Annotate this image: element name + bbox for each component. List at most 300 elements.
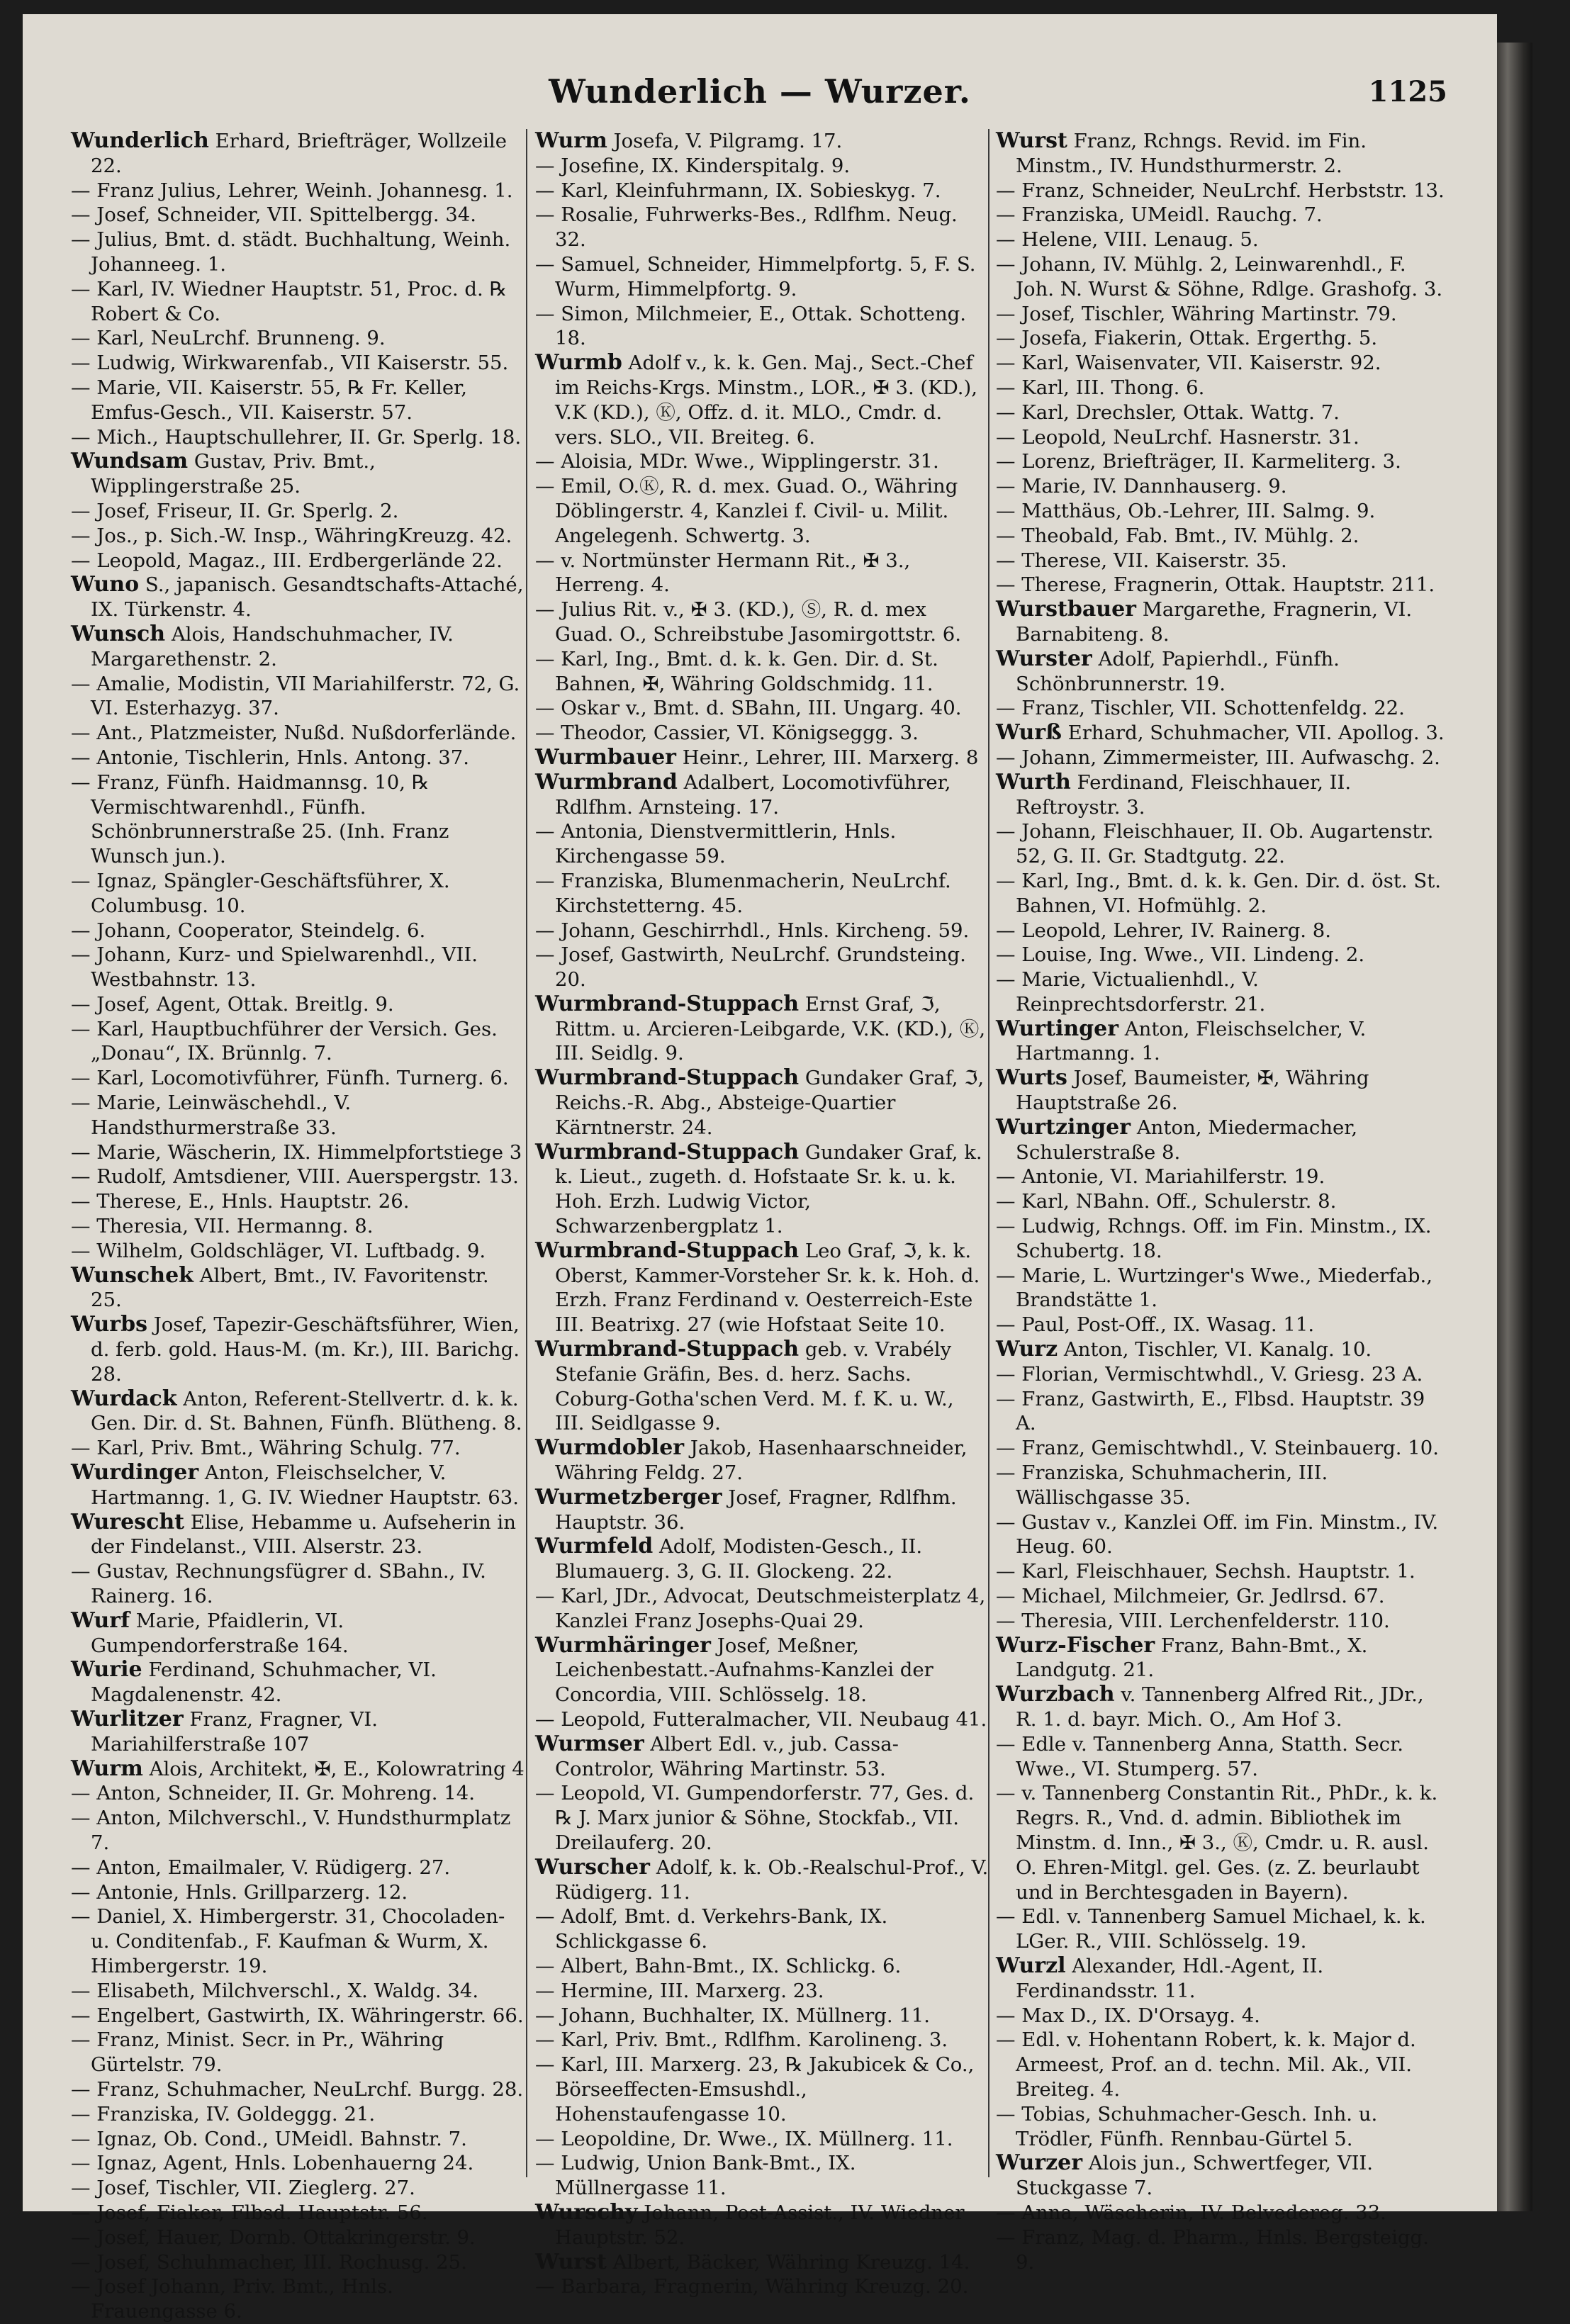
entry-text: — Karl, Hauptbuchführer der Versich. Ges. „Donau“, IX. Brünnlg. 7. [71,1017,498,1065]
entry-text: — Karl, III. Thong. 6. [996,376,1205,399]
entry-text: Anton, Miedermacher, Schulerstraße 8. [1016,1116,1358,1164]
entry-surname: Wurmbauer [535,744,676,770]
directory-entry [535,1436,989,1486]
directory-entry [71,1017,525,1067]
entry-text: — Ludwig, Wirkwarenfab., VII Kaiserstr. 55. [71,352,509,375]
entry-surname: Wurmbrand-Stuppach [535,991,800,1016]
entry-text: Ferdinand, Schuhmacher, VI. Magdalenenstr. 42. [91,1658,437,1707]
directory-entry [71,1806,525,1856]
entry-text: — Ant., Platzmeister, Nußd. Nußdorferlände. [71,722,517,745]
entry-text: — Daniel, X. Himbergerstr. 31, Chocoladen- u. Conditenfab., F. Kaufman & Wurm, X. Himbergerstr. 19. [71,1905,505,1977]
entry-text: — Karl, NBahn. Off., Schulerstr. 8. [996,1190,1337,1213]
directory-entry [996,819,1450,869]
directory-entry [996,919,1450,943]
entry-text: — Mich., Hauptschullehrer, II. Gr. Sperlg. 18. [71,425,522,449]
directory-entry [996,1387,1450,1437]
directory-entry [996,2102,1450,2152]
directory-entry [71,228,525,277]
directory-entry [71,549,525,573]
directory-entry [71,1239,525,1264]
entry-text: — Ignaz, Spängler-Geschäftsführer, X. Columbusg. 10. [71,869,450,917]
entry-text: — Rudolf, Amtsdiener, VIII. Auerspergstr. 13. [71,1165,519,1189]
entry-text: — Antonie, Hnls. Grillparzerg. 12. [71,1880,408,1904]
entry-text: — Ludwig, Rchngs. Off. im Fin. Minstm., IX. Schubertg. 18. [996,1215,1432,1262]
entry-text: Ferdinand, Fleischhauer, II. Reftroystr. 3. [1016,770,1352,819]
entry-text: S., japanisch. Gesandtschafts-Attaché, IX. Türkenstr. 4. [91,573,524,622]
entry-text: — Leopold, Magaz., III. Erdbergerlände 22. [71,549,503,572]
directory-entry [996,400,1450,425]
directory-entry [71,499,525,524]
entry-surname: Wurm [535,128,607,153]
directory-entry [535,1707,989,1732]
directory-entry [535,746,989,770]
entry-text: Anton, Tischler, VI. Kanalg. 10. [1058,1338,1372,1362]
directory-entry [535,869,989,919]
directory-entry [71,1214,525,1239]
column-divider [988,129,989,2177]
directory-entry [996,573,1450,597]
entry-text: Franz, Bahn-Bmt., X. Landgutg. 21. [1016,1634,1368,1682]
directory-entry [996,1017,1450,1067]
entry-text: — Oskar v., Bmt. d. SBahn, III. Ungarg. 40. [535,697,962,720]
directory-entry [71,2127,525,2152]
directory-entry [71,2028,525,2077]
entry-text: — Josef, Tischler, VII. Zieglerg. 27. [71,2177,415,2200]
entry-text: — Josef Johann, Priv. Bmt., Hnls. Frauengasse 6. [71,2275,393,2323]
directory-entry [535,2201,989,2250]
entry-text: — Florian, Vermischtwhdl., V. Griesg. 23 A. [996,1362,1423,1386]
entry-text: — v. Nortmünster Hermann Rit., ✠ 3., Herreng. 4. [535,549,911,597]
entry-text: — Rosalie, Fuhrwerks-Bes., Rdlfhm. Neug. 32. [535,203,958,252]
entry-text: — Aloisia, MDr. Wwe., Wipplingerstr. 31. [535,450,939,473]
directory-entry [71,1313,525,1386]
entry-text: — Leopold, Futteralmacher, VII. Neubaug 41. [535,1708,987,1731]
directory-entry [996,524,1450,549]
directory-entry [996,1609,1450,1634]
directory-entry [996,770,1450,820]
directory-entry [996,499,1450,524]
directory-entry [71,1880,525,1905]
entry-text: — Leopoldine, Dr. Wwe., IX. Müllnerg. 11. [535,2127,953,2150]
directory-entry [996,203,1450,228]
entry-text: — Therese, VII. Kaiserstr. 35. [996,549,1287,572]
directory-entry [535,1856,989,1905]
entry-text: — Josef, Fiaker, Flbsd. Hauptstr. 56. [71,2201,428,2224]
page-number: 1125 [1368,75,1447,108]
directory-entry [535,992,989,1066]
entry-text: — Ludwig, Union Bank-Bmt., IX. Müllnergasse 11. [535,2152,856,2200]
entry-text: — Franziska, Blumenmacherin, NeuLrchf. Kirchstetterng. 45. [535,869,951,917]
directory-entry [535,1732,989,1782]
directory-entry [71,1609,525,1658]
directory-entry [535,154,989,179]
directory-entry [71,524,525,549]
directory-entry [71,1264,525,1313]
directory-entry [71,1091,525,1140]
directory-entry [996,129,1450,179]
entry-text: Erhard, Schuhmacher, VII. Apollog. 3. [1061,722,1445,745]
entry-surname: Wurie [71,1657,142,1683]
entry-text: — Edle v. Tannenberg Anna, Statth. Secr. Wwe., VI. Stumperg. 57. [996,1732,1403,1780]
directory-entry [996,597,1450,647]
directory-entry [71,2176,525,2201]
directory-entry [535,1337,989,1436]
entry-text: — Franz Julius, Lehrer, Weinh. Johannesg. 1. [71,179,513,202]
directory-entry [996,1510,1450,1560]
directory-entry [71,1658,525,1707]
entry-text: Albert, Bäcker, Währing Kreuzg. 14. [606,2250,970,2274]
entry-text: — Edl. v. Hohentann Robert, k. k. Major d. Armeest, Prof. an d. techn. Mil. Ak., VII. Breiteg. 4. [996,2028,1416,2101]
directory-entry [996,1337,1450,1362]
entry-text: Anton, Fleischselcher, V. Hartmanng. 1, G. IV. Wiedner Hauptstr. 63. [91,1461,519,1509]
entry-text: — Karl, Kleinfuhrmann, IX. Sobieskyg. 7. [535,179,941,202]
directory-column-1 [71,128,525,2323]
directory-entry [71,1140,525,1165]
directory-entry [996,1954,1450,2004]
entry-text: — Helene, VIII. Lenaug. 5. [996,228,1259,252]
directory-entry [996,1559,1450,1584]
entry-text: Anton, Referent-Stellvertr. d. k. k. Gen. Dir. d. St. Bahnen, Fünfh. Blütheng. 8. [91,1387,522,1435]
directory-entry [535,1534,989,1584]
entry-text: — Emil, O.Ⓚ, R. d. mex. Guad. O., Währing Döblingerstr. 4, Kanzlei f. Civil- u. Milit. Angelegenh. Schwertg. 3. [535,475,958,547]
entry-surname: Wurlitzer [71,1707,184,1731]
directory-entry [71,2102,525,2127]
entry-surname: Wurzer [996,2150,1083,2176]
entry-text: — Franz, Schuhmacher, NeuLrchf. Burgg. 28. [71,2077,524,2101]
entry-text: — Karl, III. Marxerg. 23, ℞ Jakubicek & Co., Börseeffecten-Emsushdl., Hohenstaufengasse 10. [535,2053,975,2126]
entry-text: — Simon, Milchmeier, E., Ottak. Schotteng. 18. [535,302,967,350]
entry-text: — Johann, Kurz- und Spielwarenhdl., VII. Westbahnstr. 13. [71,943,478,992]
entry-text: — Franz, Fünfh. Haidmannsg. 10, ℞ Vermischtwarenhdl., Fünfh. Schönbrunnerstraße 25. (Inh. Franz Wunsch jun.). [71,770,449,868]
entry-text: — Leopold, NeuLrchf. Hasnerstr. 31. [996,425,1359,449]
entry-text: — Marie, IV. Dannhauserg. 9. [996,475,1287,498]
entry-text: — Karl, JDr., Advocat, Deutschmeisterplatz 4, Kanzlei Franz Josephs-Quai 29. [535,1585,986,1632]
directory-entry [996,1781,1450,1904]
entry-text: — Karl, Drechsler, Ottak. Wattg. 7. [996,400,1340,424]
directory-entry [71,1066,525,1091]
entry-text: — Anna, Wäscherin, IV. Belvedereg. 33. [996,2201,1386,2224]
entry-text: — Anton, Schneider, II. Gr. Mohreng. 14. [71,1782,475,1805]
entry-text: — Engelbert, Gastwirth, IX. Währingerstr. 66. [71,2004,524,2027]
entry-surname: Wuno [71,572,140,597]
directory-entry [535,474,989,548]
entry-surname: Wunderlich [71,128,209,153]
entry-text: — Leopold, VI. Gumpendorferstr. 77, Ges. d. ℞ J. Marx junior & Söhne, Stockfab., VII. Dreilauferg. 20. [535,1782,975,1854]
entry-text: — Hermine, III. Marxerg. 23. [535,1979,824,2002]
entry-surname: Wurbs [71,1312,147,1337]
entry-text: Johann, Post-Assist., IV. Wiedner Hauptstr. 52. [555,2201,965,2249]
directory-entry [996,351,1450,376]
directory-entry [71,2250,525,2275]
directory-entry [996,549,1450,573]
directory-entry [996,1732,1450,1782]
entry-text: — Karl, Fleischhauer, Sechsh. Hauptstr. 1. [996,1560,1415,1583]
entry-text: Alois, Architekt, ✠, E., Kolowratring 4 [142,1757,525,1780]
entry-text: Alois, Handschuhmacher, IV. Margarethenstr. 2. [91,622,454,670]
entry-text: — Marie, Wäscherin, IX. Himmelpfortstiege 3 [71,1140,522,1164]
directory-entry [71,919,525,943]
directory-entry [535,1634,989,1707]
entry-text: — Franziska, IV. Goldeggg. 21. [71,2102,376,2126]
directory-entry [71,1904,525,1978]
entry-text: — Josef, Friseur, II. Gr. Sperlg. 2. [71,499,399,522]
directory-entry [996,1683,1450,1732]
entry-text: — Johann, Zimmermeister, III. Aufwaschg. 2. [996,746,1440,769]
directory-entry [535,1781,989,1855]
directory-entry [996,746,1450,770]
entry-text: Anton, Fleischselcher, V. Hartmanng. 1. [1016,1017,1367,1065]
entry-text: Albert, Bmt., IV. Favoritenstr. 25. [91,1264,489,1312]
directory-entry [535,549,989,598]
entry-text: — Therese, E., Hnls. Hauptstr. 26. [71,1190,410,1213]
directory-entry [996,425,1450,450]
directory-entry [71,573,525,622]
directory-entry [535,770,989,820]
entry-text: Adalbert, Locomotivführer, Rdlfhm. Arnsteing. 17. [555,770,951,819]
directory-entry [535,2127,989,2152]
entry-text: — Ignaz, Agent, Hnls. Lobenhauerng 24. [71,2152,474,2175]
directory-entry [996,449,1450,474]
directory-entry [71,1164,525,1189]
entry-text: Leo Graf, ℑ, k. k. Oberst, Kammer-Vorsteher Sr. k. k. Hoh. d. Erzh. Franz Ferdinand v. Oesterreich-Este III. Beatrixg. 27 (wie Hofstaat Seite 10. [555,1239,980,1337]
entry-text: — Franz, Schneider, NeuLrchf. Herbststr. 13. [996,179,1445,202]
entry-text: — Karl, Waisenvater, VII. Kaiserstr. 92. [996,352,1381,375]
entry-surname: Wurmb [535,350,622,376]
entry-text: — Karl, Priv. Bmt., Rdlfhm. Karolineng. 3. [535,2028,948,2052]
entry-text: Alois jun., Schwertfeger, VII. Stuckgasse 7. [1016,2152,1374,2200]
directory-entry [535,696,989,721]
directory-entry [71,622,525,672]
entry-text: — Paul, Post-Off., IX. Wasag. 11. [996,1313,1315,1337]
entry-surname: Wurf [71,1607,130,1633]
entry-text: — Karl, Priv. Bmt., Währing Schulg. 77. [71,1437,461,1460]
entry-text: — Josef, Tischler, Währing Martinstr. 79. [996,302,1397,325]
directory-entry [996,2004,1450,2028]
directory-entry [996,474,1450,499]
directory-entry [71,1387,525,1437]
directory-entry [71,746,525,770]
directory-entry [996,1904,1450,1954]
directory-entry [71,1510,525,1560]
entry-surname: Wurstbauer [996,597,1136,622]
entry-surname: Wurmbrand [535,769,678,795]
directory-entry [996,721,1450,746]
directory-entry [535,2151,989,2201]
directory-entry [996,179,1450,203]
entry-surname: Wundsam [71,449,189,474]
entry-surname: Wurtinger [996,1016,1119,1041]
entry-text: Erhard, Briefträger, Wollzeile 22. [91,130,507,177]
entry-text: — Franziska, Schuhmacherin, III. Wällischgasse 35. [996,1461,1328,1509]
entry-surname: Wurmbrand-Stuppach [535,1237,800,1263]
directory-entry [71,449,525,499]
directory-entry [996,1116,1450,1165]
page-edge-shadow [1497,43,1532,2211]
entry-text: — Amalie, Modistin, VII Mariahilferstr. 72, G. VI. Esterhazyg. 37. [71,672,520,720]
entry-text: Josef, Meßner, Leichenbestatt.-Aufnahms-Kanzlei der Concordia, VIII. Schlösselg. 18. [555,1634,933,1707]
directory-entry [71,2201,525,2225]
directory-entry [535,2250,989,2275]
entry-surname: Wurzl [996,1953,1066,1978]
entry-text: Josef, Baumeister, ✠, Währing Hauptstraße 26. [1016,1067,1369,1115]
directory-columns [71,128,1460,2323]
directory-entry [535,1239,989,1337]
entry-surname: Wurz [996,1337,1058,1362]
directory-entry [996,2201,1450,2225]
entry-text: — Johann, Fleischhauer, II. Ob. Augartenstr. 52, G. II. Gr. Stadtgutg. 22. [996,820,1434,868]
directory-entry [71,2004,525,2028]
directory-entry [996,228,1450,252]
entry-text: Josef, Tapezir-Geschäftsführer, Wien, d. ferb. gold. Haus-M. (m. Kr.), III. Barichg. 28. [91,1313,520,1386]
entry-surname: Wurmbrand-Stuppach [535,1337,800,1362]
directory-entry [996,2225,1450,2275]
entry-text: Marie, Pfaidlerin, VI. Gumpendorferstraße 164. [91,1609,349,1657]
directory-entry [535,351,989,449]
entry-text: — Lorenz, Briefträger, II. Karmeliterg. 3. [996,450,1401,473]
directory-entry [996,326,1450,351]
entry-text: Heinr., Lehrer, III. Marxerg. 8 [675,746,979,769]
entry-text: Gustav, Priv. Bmt., Wipplingerstraße 25. [91,450,376,498]
directory-entry [996,647,1450,697]
directory-entry [71,1707,525,1757]
directory-entry [996,1214,1450,1264]
entry-text: — Franz, Gemischtwhdl., V. Steinbauerg. 10. [996,1437,1439,1460]
entry-text: — Theodor, Cassier, VI. Königseggg. 3. [535,722,919,745]
entry-text: — Karl, Ing., Bmt. d. k. k. Gen. Dir. d. St. Bahnen, ✠, Währing Goldschmidg. 11. [535,647,938,695]
entry-text: — Max D., IX. D'Orsayg. 4. [996,2004,1260,2027]
entry-surname: Wurmfeld [535,1534,654,1559]
entry-text: Josefa, V. Pilgramg. 17. [607,130,843,152]
directory-entry [71,943,525,992]
entry-text: Alexander, Hdl.-Agent, II. Ferdinandsstr. 11. [1016,1954,1324,2002]
entry-surname: Wurschy [535,2199,638,2225]
entry-text: — Tobias, Schuhmacher-Gesch. Inh. u. Trödler, Fünfh. Rennbau-Gürtel 5. [996,2102,1378,2150]
directory-entry [535,302,989,352]
directory-entry [71,376,525,425]
directory-entry [71,1436,525,1461]
entry-text: — Matthäus, Ob.-Lehrer, III. Salmg. 9. [996,499,1376,522]
entry-text: — Josef, Gastwirth, NeuLrchf. Grundsteing. 20. [535,943,966,992]
directory-entry [71,277,525,327]
entry-text: — Edl. v. Tannenberg Samuel Michael, k. k. LGer. R., VIII. Schlösselg. 19. [996,1905,1426,1953]
entry-text: Adolf v., k. k. Gen. Maj., Sect.-Chef im Reichs-Krgs. Minstm., LOR., ✠ 3. (KD.), V.K (KD.), Ⓚ, Offz. d. it. MLO., Cmdr. d. vers. SLO., VII. Breiteg. 6. [555,352,977,449]
entry-surname: Wurmhäringer [535,1632,711,1658]
directory-entry [71,1559,525,1609]
directory-entry [71,721,525,746]
directory-entry [535,647,989,697]
entry-text: — Johann, Geschirrhdl., Hnls. Kircheng. 59. [535,919,970,942]
entry-surname: Wunschek [71,1262,194,1288]
directory-entry [996,252,1450,302]
directory-entry [535,1584,989,1634]
directory-entry [71,2077,525,2102]
directory-entry [71,425,525,450]
directory-entry [71,1781,525,1806]
entry-surname: Wurmetzberger [535,1484,722,1510]
entry-text: — Antonie, VI. Mariahilferstr. 19. [996,1165,1325,1189]
directory-entry [535,2274,989,2299]
directory-entry [535,597,989,647]
directory-entry [996,302,1450,327]
entry-text: — Michael, Milchmeier, Gr. Jedlrsd. 67. [996,1585,1385,1608]
entry-text: — Samuel, Schneider, Himmelpfortg. 5, F. S. Wurm, Himmelpfortg. 9. [535,252,976,301]
entry-text: — Gustav, Rechnungsfügrer d. SBahn., IV. Rainerg. 16. [71,1560,486,1608]
entry-text: Adolf, Modisten-Gesch., II. Blumauerg. 3, G. II. Glockeng. 22. [555,1535,923,1583]
entry-text: — v. Tannenberg Constantin Rit., PhDr., k. k. Regrs. R., Vnd. d. admin. Bibliothek im Minstm. d. Inn., ✠ 3., Ⓚ, Cmdr. u. R. ausl. O. Ehren-Mitgl. gel. Ges. (z. Z. beurlaubt und in Berchtesgaden in Bayern). [996,1782,1438,1904]
directory-entry [996,1362,1450,1387]
entry-text: — Marie, L. Wurtzinger's Wwe., Miederfab., Brandstätte 1. [996,1264,1432,1312]
entry-surname: Wurmbrand-Stuppach [535,1065,800,1091]
entry-surname: Wurmdobler [535,1435,685,1461]
directory-entry [996,376,1450,400]
entry-text: — Marie, Leinwäschehdl., V. Handsthurmerstraße 33. [71,1091,352,1139]
directory-entry [71,179,525,203]
entry-text: — Theresia, VIII. Lerchenfelderstr. 110. [996,1609,1390,1632]
entry-text: — Theresia, VII. Hermanng. 8. [71,1215,374,1238]
directory-entry [535,943,989,992]
directory-entry [71,1757,525,1782]
directory-entry [535,203,989,252]
directory-entry [996,1634,1450,1683]
entry-text: Gundaker Graf, k. k. Lieut., zugeth. d. Hofstaate Sr. k. u. k. Hoh. Erzh. Ludwig Victor, Schwarzenbergplatz 1. [555,1140,982,1238]
entry-text: — Josefa, Fiakerin, Ottak. Ergerthg. 5. [996,327,1378,350]
entry-surname: Wurdinger [71,1460,199,1486]
entry-text: — Louise, Ing. Wwe., VII. Lindeng. 2. [996,943,1365,967]
directory-entry [996,1584,1450,1609]
directory-entry [535,129,989,154]
entry-text: Adolf, Papierhdl., Fünfh. Schönbrunnerstr. 19. [1016,647,1340,695]
entry-text: — Leopold, Lehrer, IV. Rainerg. 8. [996,919,1332,942]
directory-entry [535,1066,989,1140]
directory-entry [71,1856,525,1880]
entry-surname: Wunsch [71,621,166,646]
directory-page [23,14,1497,2323]
entry-surname: Wurst [996,128,1067,153]
entry-surname: Wurmbrand-Stuppach [535,1139,800,1164]
entry-surname: Wurzbach [996,1682,1115,1707]
entry-text: — Karl, Ing., Bmt. d. k. k. Gen. Dir. d. öst. St. Bahnen, VI. Hofmühlg. 2. [996,869,1442,917]
directory-entry [996,1313,1450,1337]
entry-text: — Josef, Schuhmacher, III. Rochusg. 25. [71,2250,467,2274]
directory-entry [71,351,525,376]
directory-entry [996,1264,1450,1313]
entry-text: — Karl, IV. Wiedner Hauptstr. 51, Proc. d. ℞ Robert & Co. [71,277,508,325]
entry-text: — Elisabeth, Milchverschl., X. Waldg. 34. [71,1979,479,2002]
entry-text: — Marie, VII. Kaiserstr. 55, ℞ Fr. Keller, Emfus-Gesch., VII. Kaiserstr. 57. [71,376,467,424]
entry-text: — Josef, Agent, Ottak. Breitlg. 9. [71,992,394,1016]
directory-entry [71,129,525,179]
entry-text: Franz, Fragner, VI. Mariahilferstraße 107 [91,1708,379,1756]
entry-text: Ernst Graf, ℑ, Rittm. u. Arcieren-Leibgarde, V.K. (KD.), Ⓚ, III. Seidlg. 9. [555,992,986,1065]
entry-surname: Wurdack [71,1386,177,1411]
directory-entry [71,1979,525,2004]
entry-text: — Johann, Cooperator, Steindelg. 6. [71,919,426,942]
running-head-title: Wunderlich — Wurzer. [549,72,971,111]
entry-text: geb. v. Vrabély Stefanie Gräfin, Bes. d. herz. Sachs. Coburg-Gotha'schen Verd. M. f. K. u. W., III. Seidlgasse 9. [555,1338,954,1435]
entry-text: — Jos., p. Sich.-W. Insp., WähringKreuzg. 42. [71,524,512,547]
entry-text: — Albert, Bahn-Bmt., IX. Schlickg. 6. [535,1954,902,1977]
entry-text: — Franz, Mag. d. Pharm., Hnls. Bergsteigg. 9. [996,2225,1429,2274]
entry-text: — Franziska, UMeidl. Rauchg. 7. [996,203,1323,227]
directory-entry [71,770,525,869]
entry-surname: Wurescht [71,1509,185,1534]
directory-entry [535,721,989,746]
entry-text: — Barbara, Fragnerin, Währing Kreuzg. 20. [535,2275,969,2298]
entry-text: v. Tannenberg Alfred Rit., JDr., R. 1. d. bayr. Mich. O., Am Hof 3. [1016,1683,1424,1731]
directory-entry [71,2225,525,2250]
entry-text: — Ignaz, Ob. Cond., UMeidl. Bahnstr. 7. [71,2127,467,2150]
entry-text: — Antonie, Tischlerin, Hnls. Antong. 37. [71,746,470,769]
